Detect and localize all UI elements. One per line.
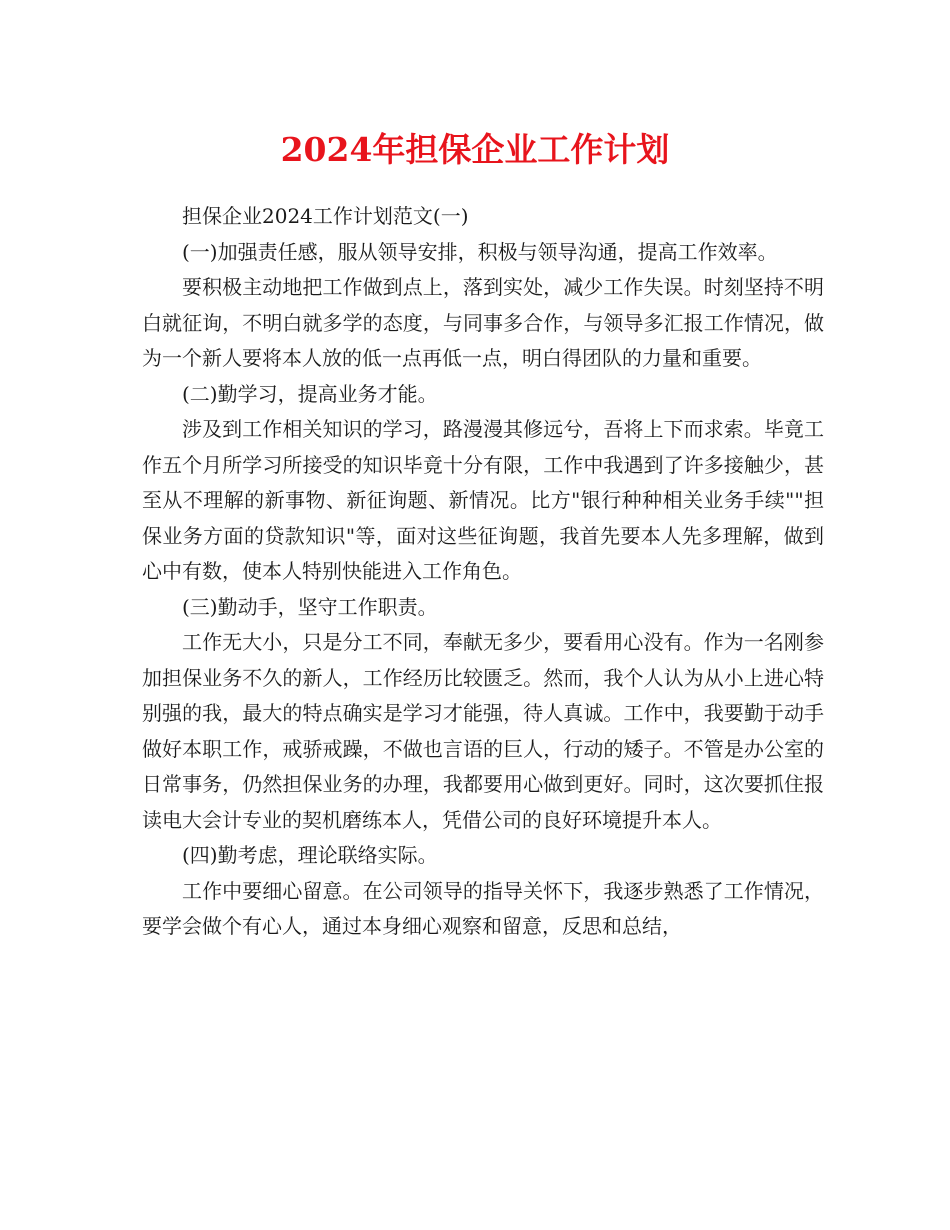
document-body xyxy=(142,199,824,945)
paragraph-section-3-title: (三)勤动手，坚守工作职责。 xyxy=(182,594,438,619)
paragraph-section-1-body: 要积极主动地把工作做到点上，落到实处，减少工作失误。时刻坚持不明白就征询，不明白就多学的态度，与同事多合作，与领导多汇报工作情况，做为一个新人要将本人放的低一点再低一点，明白得团队的力量和重要。 xyxy=(142,275,824,370)
paragraph-section-1-title: (一)加强责任感，服从领导安排，积极与领导沟通，提高工作效率。 xyxy=(182,239,778,264)
paragraph-section-2-body: 涉及到工作相关知识的学习，路漫漫其修远兮，吾将上下而求索。毕竟工作五个月所学习所接受的知识毕竟十分有限，工作中我遇到了许多接触少，甚至从不理解的新事物、新征询题、新情况。比方"银行种种相关业务手续""担保业务方面的贷款知识"等，面对这些征询题，我首先要本人先多理解，做到心中有数，使本人特别快能进入工作角色。 xyxy=(142,417,824,583)
paragraph-section-4-body: 工作中要细心留意。在公司领导的指导关怀下，我逐步熟悉了工作情况，要学会做个有心人，通过本身细心观察和留意，反思和总结， xyxy=(142,878,824,938)
paragraph-section-4-title: (四)勤考虑，理论联络实际。 xyxy=(182,843,438,867)
paragraph-heading: 担保企业2024工作计划范文(一) xyxy=(182,204,469,228)
paragraph-section-2-title: (二)勤学习，提高业务才能。 xyxy=(182,381,438,406)
paragraph-section-3-body: 工作无大小，只是分工不同，奉献无多少，要看用心没有。作为一名刚参加担保业务不久的新人，工作经历比较匮乏。然而，我个人认为从小上进心特别强的我，最大的特点确实是学习才能强，待人真诚。工作中，我要勤于动手做好本职工作，戒骄戒躁，不做也言语的巨人，行动的矮子。不管是办公室的日常事务，仍然担保业务的办理，我都要用心做到更好。同时，这次要抓住报读电大会计专业的契机磨练本人，凭借公司的良好环境提升本人。 xyxy=(142,630,824,832)
document-title: 2024年担保企业工作计划 xyxy=(280,130,670,169)
